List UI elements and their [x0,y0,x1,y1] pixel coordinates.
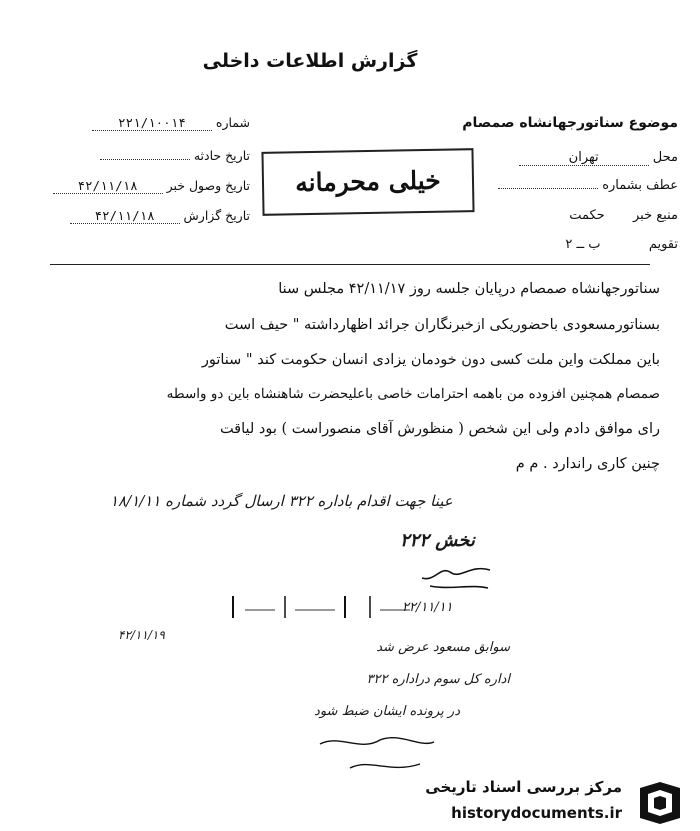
evaluation-label: تقویم [648,237,678,252]
action-note: عینا جهت اقدام باداره ۳۲۲ ارسال گردد شماره ۱۸/۱/۱۱ [110,492,453,510]
stamp-marks [225,592,425,622]
source-row [569,208,678,223]
handwritten-note: اداره کل سوم دراداره ۳۲۲ [366,672,510,687]
signature-scribble [410,560,500,594]
event-date-field [100,159,190,160]
location-label: محل [652,150,678,165]
footer-watermark [410,770,700,831]
received-date-value: ۴۲/۱۱/۱۸ [53,178,163,194]
report-date-value: ۴۲/۱۱/۱۸ [70,208,180,224]
location-value: تهران [519,150,649,166]
body-line: سناتورجهانشاه صمصام درپایان جلسه روز ۴۲/۱۱/۱۷ مجلس سنا [278,281,660,297]
ref-label: عطف بشماره [602,178,678,193]
subject-label: موضوع [628,115,678,131]
body-line: رای موافق دادم ولی این شخص ( منظورش آقای منصوراست ) بود لیاقت [219,421,660,437]
subject-row [462,115,678,131]
ref-field [498,188,598,189]
event-date-label: تاریخ حادثه [193,148,250,163]
report-title: گزارش اطلاعات داخلی [202,50,418,72]
report-date-label: تاریخ گزارش [183,208,250,223]
handwritten-note: در پرونده ایشان ضبط شود [314,704,460,719]
number-value: ۲۲۱/۱۰۰۱۴ [92,115,212,131]
body-line: بسناتورمسعودی باحضوریکی ازخبرنگاران جرائد اظهارداشته " حیف است [224,317,660,333]
received-date-row [20,178,250,194]
number-row [20,115,250,131]
source-label: منبع خبر [633,208,678,223]
subject-value: سناتورجهانشاه صمصام [462,115,624,131]
received-date-label: تاریخ وصول خبر [166,178,250,193]
event-date-row [20,148,250,163]
number-label: شماره [215,115,250,130]
body-line: باین مملکت واین ملت کسی دون خودمان یزادی انسان حکومت کند " سناتور [201,352,660,368]
report-date-row [20,208,250,224]
evaluation-row [565,237,678,252]
classification-stamp: خیلی محرمانه [261,148,474,216]
handwritten-date: ۲۲/۱۱/۱۱ [402,600,453,615]
body-line: صمصام همچنین افزوده من باهمه احترامات خاصی باعلیحضرت شاهنشاه باین دو واسطه [166,386,660,402]
header-divider [50,264,650,265]
handwritten-date: ۴۲/۱۱/۱۹ [118,628,165,642]
unit-note: نخش ۲۲۲ [400,530,475,551]
archive-logo-icon [634,778,686,826]
footer-org-name: مرکز بررسی اسناد تاریخی [425,778,622,796]
footer-website: historydocuments.ir [451,804,622,822]
handwritten-note: سوابق مسعود عرض شد [376,640,510,655]
evaluation-value: ب ــ ۲ [565,237,601,252]
source-value: حکمت [569,208,605,223]
location-row [519,150,678,166]
body-line: چنین کاری راندارد . م م [515,456,660,472]
ref-row [498,178,678,193]
